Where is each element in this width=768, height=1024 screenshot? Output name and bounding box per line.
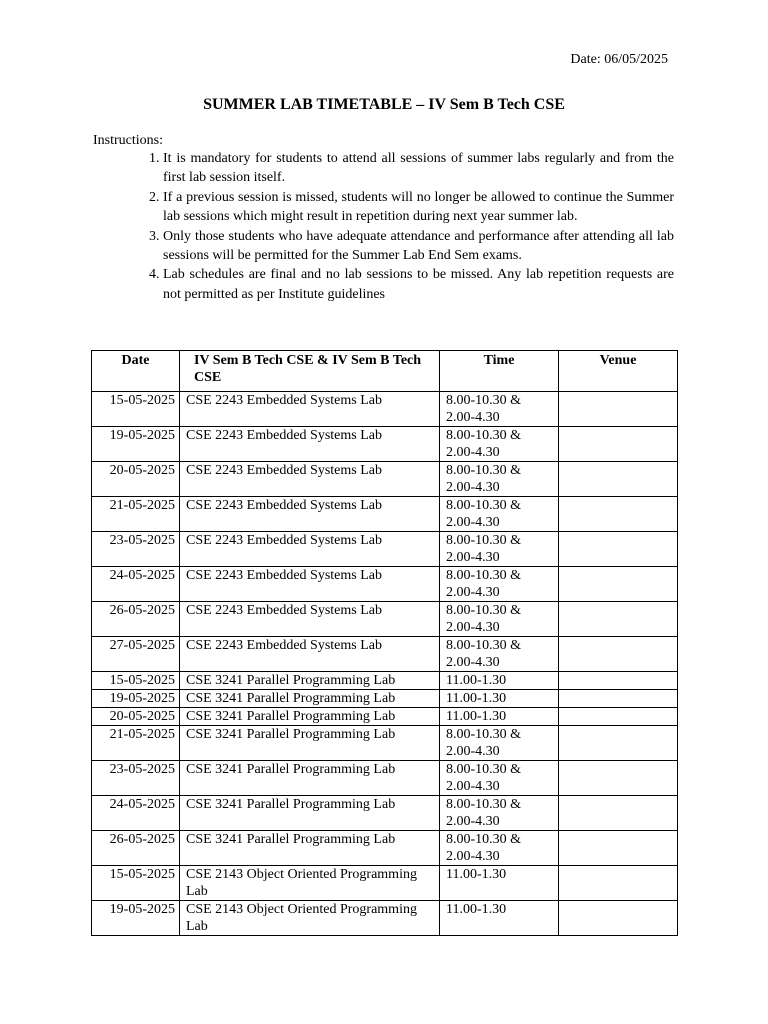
cell-course: CSE 3241 Parallel Programming Lab <box>180 672 440 690</box>
cell-time: 8.00-10.30 & 2.00-4.30 <box>440 392 559 427</box>
cell-time: 8.00-10.30 & 2.00-4.30 <box>440 831 559 866</box>
cell-course: CSE 2143 Object Oriented Programming Lab <box>180 901 440 936</box>
instruction-item: 3. Only those students who have adequate attendance and performance after attending all lab sessions will be permitted for the Summer Lab End Sem exams. <box>163 227 674 266</box>
cell-time: 11.00-1.30 <box>440 672 559 690</box>
table-row <box>92 392 678 427</box>
table-row <box>92 427 678 462</box>
table-row <box>92 532 678 567</box>
table-row <box>92 690 678 708</box>
cell-date: 19-05-2025 <box>92 427 180 462</box>
cell-course: CSE 3241 Parallel Programming Lab <box>180 796 440 831</box>
cell-date: 20-05-2025 <box>92 462 180 497</box>
table-row <box>92 567 678 602</box>
cell-course: CSE 2243 Embedded Systems Lab <box>180 602 440 637</box>
cell-time: 8.00-10.30 & 2.00-4.30 <box>440 726 559 761</box>
cell-date: 19-05-2025 <box>92 690 180 708</box>
cell-venue <box>559 462 678 497</box>
table-row <box>92 708 678 726</box>
table-row <box>92 831 678 866</box>
cell-time: 11.00-1.30 <box>440 866 559 901</box>
column-header-time: Time <box>440 351 559 392</box>
cell-time: 8.00-10.30 & 2.00-4.30 <box>440 567 559 602</box>
cell-date: 26-05-2025 <box>92 602 180 637</box>
table-row <box>92 761 678 796</box>
table-row <box>92 637 678 672</box>
cell-course: CSE 2243 Embedded Systems Lab <box>180 637 440 672</box>
table-body <box>92 392 678 936</box>
cell-course: CSE 2243 Embedded Systems Lab <box>180 567 440 602</box>
cell-time: 8.00-10.30 & 2.00-4.30 <box>440 602 559 637</box>
cell-time: 8.00-10.30 & 2.00-4.30 <box>440 761 559 796</box>
cell-time: 8.00-10.30 & 2.00-4.30 <box>440 497 559 532</box>
cell-course: CSE 2243 Embedded Systems Lab <box>180 392 440 427</box>
table-row <box>92 462 678 497</box>
cell-venue <box>559 427 678 462</box>
cell-date: 21-05-2025 <box>92 726 180 761</box>
cell-venue <box>559 672 678 690</box>
cell-time: 11.00-1.30 <box>440 708 559 726</box>
cell-date: 24-05-2025 <box>92 796 180 831</box>
cell-date: 23-05-2025 <box>92 761 180 796</box>
cell-date: 24-05-2025 <box>92 567 180 602</box>
cell-time: 8.00-10.30 & 2.00-4.30 <box>440 462 559 497</box>
cell-venue <box>559 532 678 567</box>
instruction-item: 1. It is mandatory for students to attend all sessions of summer labs regularly and from the first lab session itself. <box>163 149 674 188</box>
cell-venue <box>559 690 678 708</box>
instructions-label: Instructions: <box>93 133 163 148</box>
cell-venue <box>559 901 678 936</box>
cell-time: 8.00-10.30 & 2.00-4.30 <box>440 637 559 672</box>
cell-course: CSE 2243 Embedded Systems Lab <box>180 462 440 497</box>
cell-venue <box>559 392 678 427</box>
cell-venue <box>559 602 678 637</box>
cell-venue <box>559 497 678 532</box>
cell-time: 8.00-10.30 & 2.00-4.30 <box>440 796 559 831</box>
cell-venue <box>559 567 678 602</box>
cell-date: 26-05-2025 <box>92 831 180 866</box>
cell-venue <box>559 761 678 796</box>
table-row <box>92 497 678 532</box>
cell-date: 23-05-2025 <box>92 532 180 567</box>
cell-course: CSE 3241 Parallel Programming Lab <box>180 708 440 726</box>
cell-venue <box>559 726 678 761</box>
instructions-list <box>93 149 674 304</box>
cell-course: CSE 2243 Embedded Systems Lab <box>180 497 440 532</box>
table-row <box>92 726 678 761</box>
table-row <box>92 901 678 936</box>
cell-venue <box>559 708 678 726</box>
instruction-item: 4. Lab schedules are final and no lab sessions to be missed. Any lab repetition requests are not permitted as per Institute guidelines <box>163 265 674 304</box>
cell-course: CSE 2143 Object Oriented Programming Lab <box>180 866 440 901</box>
table-row <box>92 672 678 690</box>
table-row <box>92 866 678 901</box>
cell-venue <box>559 866 678 901</box>
cell-date: 20-05-2025 <box>92 708 180 726</box>
cell-date: 15-05-2025 <box>92 392 180 427</box>
cell-course: CSE 2243 Embedded Systems Lab <box>180 427 440 462</box>
lab-timetable <box>91 350 678 936</box>
cell-time: 11.00-1.30 <box>440 690 559 708</box>
instruction-item: 2. If a previous session is missed, students will no longer be allowed to continue the Summer lab sessions which might result in repetition during next year summer lab. <box>163 188 674 227</box>
column-header-venue: Venue <box>559 351 678 392</box>
cell-time: 8.00-10.30 & 2.00-4.30 <box>440 532 559 567</box>
table-row <box>92 602 678 637</box>
cell-date: 19-05-2025 <box>92 901 180 936</box>
cell-course: CSE 2243 Embedded Systems Lab <box>180 532 440 567</box>
cell-venue <box>559 637 678 672</box>
cell-date: 27-05-2025 <box>92 637 180 672</box>
table-row <box>92 796 678 831</box>
cell-venue <box>559 831 678 866</box>
column-header-date: Date <box>92 351 180 392</box>
cell-date: 15-05-2025 <box>92 866 180 901</box>
cell-course: CSE 3241 Parallel Programming Lab <box>180 690 440 708</box>
cell-time: 8.00-10.30 & 2.00-4.30 <box>440 427 559 462</box>
table-header-row <box>92 351 678 392</box>
column-header-course: IV Sem B Tech CSE & IV Sem B Tech CSE <box>180 351 440 392</box>
cell-course: CSE 3241 Parallel Programming Lab <box>180 761 440 796</box>
cell-date: 15-05-2025 <box>92 672 180 690</box>
document-date: Date: 06/05/2025 <box>570 52 668 67</box>
cell-course: CSE 3241 Parallel Programming Lab <box>180 726 440 761</box>
cell-venue <box>559 796 678 831</box>
cell-course: CSE 3241 Parallel Programming Lab <box>180 831 440 866</box>
cell-time: 11.00-1.30 <box>440 901 559 936</box>
document-title: SUMMER LAB TIMETABLE – IV Sem B Tech CSE <box>203 96 565 113</box>
cell-date: 21-05-2025 <box>92 497 180 532</box>
